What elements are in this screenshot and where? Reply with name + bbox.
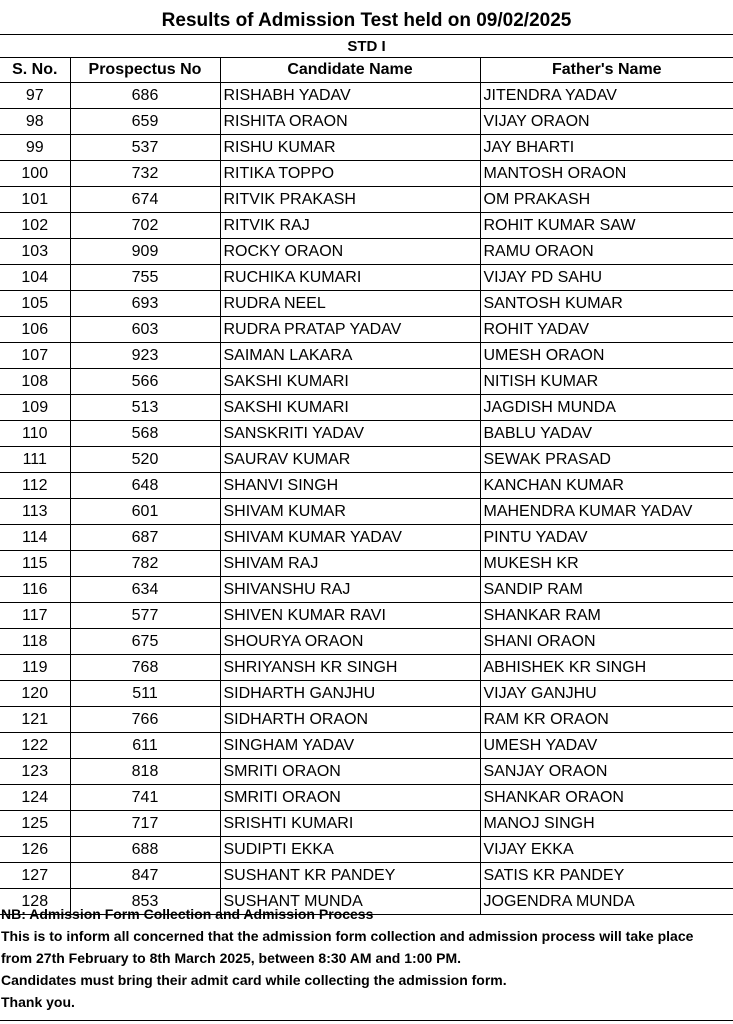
cell-candidate-name: SIDHARTH GANJHU [220, 681, 480, 707]
cell-candidate-name: RITVIK RAJ [220, 213, 480, 239]
cell-candidate-name: SUDIPTI EKKA [220, 837, 480, 863]
table-row [0, 707, 733, 733]
cell-candidate-name: RISHITA ORAON [220, 109, 480, 135]
cell-prospectus-number: 702 [70, 213, 220, 239]
cell-father-name: SHANI ORAON [480, 629, 733, 655]
cell-father-name: SHANKAR ORAON [480, 785, 733, 811]
cell-prospectus-number: 755 [70, 265, 220, 291]
title-row [0, 8, 733, 35]
cell-prospectus-number: 566 [70, 369, 220, 395]
table-row [0, 551, 733, 577]
table-row [0, 239, 733, 265]
table-row [0, 343, 733, 369]
cell-candidate-name: RUCHIKA KUMARI [220, 265, 480, 291]
cell-serial-number: 99 [0, 135, 70, 161]
column-header-candidate: Candidate Name [220, 58, 480, 83]
cell-serial-number: 118 [0, 629, 70, 655]
cell-serial-number: 111 [0, 447, 70, 473]
cell-candidate-name: RISHABH YADAV [220, 83, 480, 109]
notice-line: Candidates must bring their admit card while collecting the admission form. [1, 972, 507, 988]
cell-candidate-name: ROCKY ORAON [220, 239, 480, 265]
cell-father-name: OM PRAKASH [480, 187, 733, 213]
table-row [0, 473, 733, 499]
cell-candidate-name: SIDHARTH ORAON [220, 707, 480, 733]
std-row [0, 35, 733, 58]
cell-prospectus-number: 687 [70, 525, 220, 551]
cell-father-name: UMESH YADAV [480, 733, 733, 759]
cell-prospectus-number: 923 [70, 343, 220, 369]
cell-prospectus-number: 511 [70, 681, 220, 707]
cell-prospectus-number: 648 [70, 473, 220, 499]
cell-serial-number: 113 [0, 499, 70, 525]
cell-father-name: SANDIP RAM [480, 577, 733, 603]
page-title: Results of Admission Test held on 09/02/2025 [0, 8, 733, 35]
cell-candidate-name: SAKSHI KUMARI [220, 395, 480, 421]
cell-father-name: JITENDRA YADAV [480, 83, 733, 109]
cell-father-name: MANOJ SINGH [480, 811, 733, 837]
cell-serial-number: 100 [0, 161, 70, 187]
header-row [0, 58, 733, 83]
cell-father-name: SEWAK PRASAD [480, 447, 733, 473]
cell-father-name: RAM KR ORAON [480, 707, 733, 733]
cell-prospectus-number: 766 [70, 707, 220, 733]
cell-prospectus-number: 686 [70, 83, 220, 109]
cell-father-name: KANCHAN KUMAR [480, 473, 733, 499]
cell-prospectus-number: 909 [70, 239, 220, 265]
cell-prospectus-number: 674 [70, 187, 220, 213]
cell-father-name: PINTU YADAV [480, 525, 733, 551]
cell-serial-number: 97 [0, 83, 70, 109]
cell-father-name: ABHISHEK KR SINGH [480, 655, 733, 681]
cell-prospectus-number: 568 [70, 421, 220, 447]
cell-serial-number: 110 [0, 421, 70, 447]
cell-father-name: VIJAY ORAON [480, 109, 733, 135]
cell-father-name: NITISH KUMAR [480, 369, 733, 395]
table-row [0, 447, 733, 473]
table-row [0, 525, 733, 551]
cell-prospectus-number: 634 [70, 577, 220, 603]
cell-father-name: ROHIT YADAV [480, 317, 733, 343]
cell-candidate-name: SUSHANT KR PANDEY [220, 863, 480, 889]
cell-prospectus-number: 513 [70, 395, 220, 421]
table-row [0, 863, 733, 889]
cell-candidate-name: RITIKA TOPPO [220, 161, 480, 187]
cell-father-name: MANTOSH ORAON [480, 161, 733, 187]
cell-father-name: VIJAY EKKA [480, 837, 733, 863]
cell-candidate-name: SMRITI ORAON [220, 785, 480, 811]
cell-serial-number: 114 [0, 525, 70, 551]
column-header-sno: S. No. [0, 58, 70, 83]
table-row [0, 369, 733, 395]
results-sheet [0, 8, 733, 915]
cell-serial-number: 119 [0, 655, 70, 681]
cell-serial-number: 115 [0, 551, 70, 577]
table-row [0, 213, 733, 239]
table-row [0, 499, 733, 525]
cell-father-name: ROHIT KUMAR SAW [480, 213, 733, 239]
cell-prospectus-number: 768 [70, 655, 220, 681]
cell-prospectus-number: 782 [70, 551, 220, 577]
table-row [0, 681, 733, 707]
cell-father-name: SHANKAR RAM [480, 603, 733, 629]
cell-father-name: SANTOSH KUMAR [480, 291, 733, 317]
cell-father-name: MAHENDRA KUMAR YADAV [480, 499, 733, 525]
table-row [0, 629, 733, 655]
column-header-prospectus: Prospectus No [70, 58, 220, 83]
results-table [0, 8, 733, 915]
cell-candidate-name: SHRIYANSH KR SINGH [220, 655, 480, 681]
cell-prospectus-number: 818 [70, 759, 220, 785]
notice-line: from 27th February to 8th March 2025, between 8:30 AM and 1:00 PM. [1, 950, 462, 966]
cell-prospectus-number: 675 [70, 629, 220, 655]
cell-father-name: BABLU YADAV [480, 421, 733, 447]
table-row [0, 291, 733, 317]
cell-prospectus-number: 601 [70, 499, 220, 525]
cell-candidate-name: RISHU KUMAR [220, 135, 480, 161]
cell-father-name: VIJAY GANJHU [480, 681, 733, 707]
cell-candidate-name: SRISHTI KUMARI [220, 811, 480, 837]
cell-serial-number: 101 [0, 187, 70, 213]
cell-father-name: VIJAY PD SAHU [480, 265, 733, 291]
table-row [0, 109, 733, 135]
cell-prospectus-number: 717 [70, 811, 220, 837]
cell-father-name: SANJAY ORAON [480, 759, 733, 785]
cell-serial-number: 98 [0, 109, 70, 135]
cell-candidate-name: SMRITI ORAON [220, 759, 480, 785]
cell-father-name: RAMU ORAON [480, 239, 733, 265]
table-row [0, 265, 733, 291]
cell-candidate-name: SHIVAM RAJ [220, 551, 480, 577]
cell-serial-number: 117 [0, 603, 70, 629]
cell-prospectus-number: 577 [70, 603, 220, 629]
cell-serial-number: 105 [0, 291, 70, 317]
cell-candidate-name: SHIVAM KUMAR [220, 499, 480, 525]
cell-father-name: SATIS KR PANDEY [480, 863, 733, 889]
cell-serial-number: 122 [0, 733, 70, 759]
cell-candidate-name: RUDRA NEEL [220, 291, 480, 317]
cell-father-name: JAGDISH MUNDA [480, 395, 733, 421]
cell-candidate-name: SHOURYA ORAON [220, 629, 480, 655]
cell-candidate-name: SANSKRITI YADAV [220, 421, 480, 447]
cell-candidate-name: SAIMAN LAKARA [220, 343, 480, 369]
table-row [0, 603, 733, 629]
table-row [0, 837, 733, 863]
bottom-divider [0, 1020, 733, 1021]
table-row [0, 733, 733, 759]
class-label: STD I [0, 35, 733, 58]
cell-serial-number: 121 [0, 707, 70, 733]
table-row [0, 83, 733, 109]
cell-serial-number: 108 [0, 369, 70, 395]
notice-line: This is to inform all concerned that the admission form collection and admission process will take place [1, 928, 694, 944]
notice-closing: Thank you. [1, 994, 75, 1010]
cell-father-name: UMESH ORAON [480, 343, 733, 369]
table-row [0, 421, 733, 447]
cell-prospectus-number: 847 [70, 863, 220, 889]
table-row [0, 811, 733, 837]
cell-serial-number: 123 [0, 759, 70, 785]
table-row [0, 655, 733, 681]
cell-candidate-name: RUDRA PRATAP YADAV [220, 317, 480, 343]
table-row [0, 759, 733, 785]
table-row [0, 395, 733, 421]
cell-prospectus-number: 688 [70, 837, 220, 863]
table-row [0, 161, 733, 187]
cell-serial-number: 125 [0, 811, 70, 837]
cell-prospectus-number: 611 [70, 733, 220, 759]
cell-candidate-name: SHANVI SINGH [220, 473, 480, 499]
cell-candidate-name: SHIVEN KUMAR RAVI [220, 603, 480, 629]
cell-prospectus-number: 693 [70, 291, 220, 317]
cell-prospectus-number: 732 [70, 161, 220, 187]
results-body [0, 83, 733, 915]
cell-serial-number: 126 [0, 837, 70, 863]
cell-serial-number: 120 [0, 681, 70, 707]
column-header-father: Father's Name [480, 58, 733, 83]
notice-block [0, 903, 733, 1013]
cell-serial-number: 103 [0, 239, 70, 265]
cell-candidate-name: RITVIK PRAKASH [220, 187, 480, 213]
cell-candidate-name: SAKSHI KUMARI [220, 369, 480, 395]
cell-serial-number: 124 [0, 785, 70, 811]
cell-candidate-name: SHIVAM KUMAR YADAV [220, 525, 480, 551]
cell-candidate-name: SUSHANT MUNDA [220, 889, 480, 915]
table-row [0, 785, 733, 811]
cell-serial-number: 128 [0, 889, 70, 915]
cell-candidate-name: SAURAV KUMAR [220, 447, 480, 473]
cell-serial-number: 102 [0, 213, 70, 239]
cell-serial-number: 107 [0, 343, 70, 369]
cell-father-name: JOGENDRA MUNDA [480, 889, 733, 915]
cell-candidate-name: SINGHAM YADAV [220, 733, 480, 759]
cell-prospectus-number: 853 [70, 889, 220, 915]
cell-father-name: MUKESH KR [480, 551, 733, 577]
cell-prospectus-number: 520 [70, 447, 220, 473]
table-row [0, 317, 733, 343]
cell-prospectus-number: 659 [70, 109, 220, 135]
cell-serial-number: 104 [0, 265, 70, 291]
cell-serial-number: 116 [0, 577, 70, 603]
cell-serial-number: 109 [0, 395, 70, 421]
notice-heading: NB: Admission Form Collection and Admission Process [1, 906, 374, 922]
cell-father-name: JAY BHARTI [480, 135, 733, 161]
cell-prospectus-number: 537 [70, 135, 220, 161]
cell-prospectus-number: 741 [70, 785, 220, 811]
table-row [0, 135, 733, 161]
table-row [0, 577, 733, 603]
cell-candidate-name: SHIVANSHU RAJ [220, 577, 480, 603]
cell-prospectus-number: 603 [70, 317, 220, 343]
cell-serial-number: 112 [0, 473, 70, 499]
cell-serial-number: 127 [0, 863, 70, 889]
cell-serial-number: 106 [0, 317, 70, 343]
table-row [0, 187, 733, 213]
